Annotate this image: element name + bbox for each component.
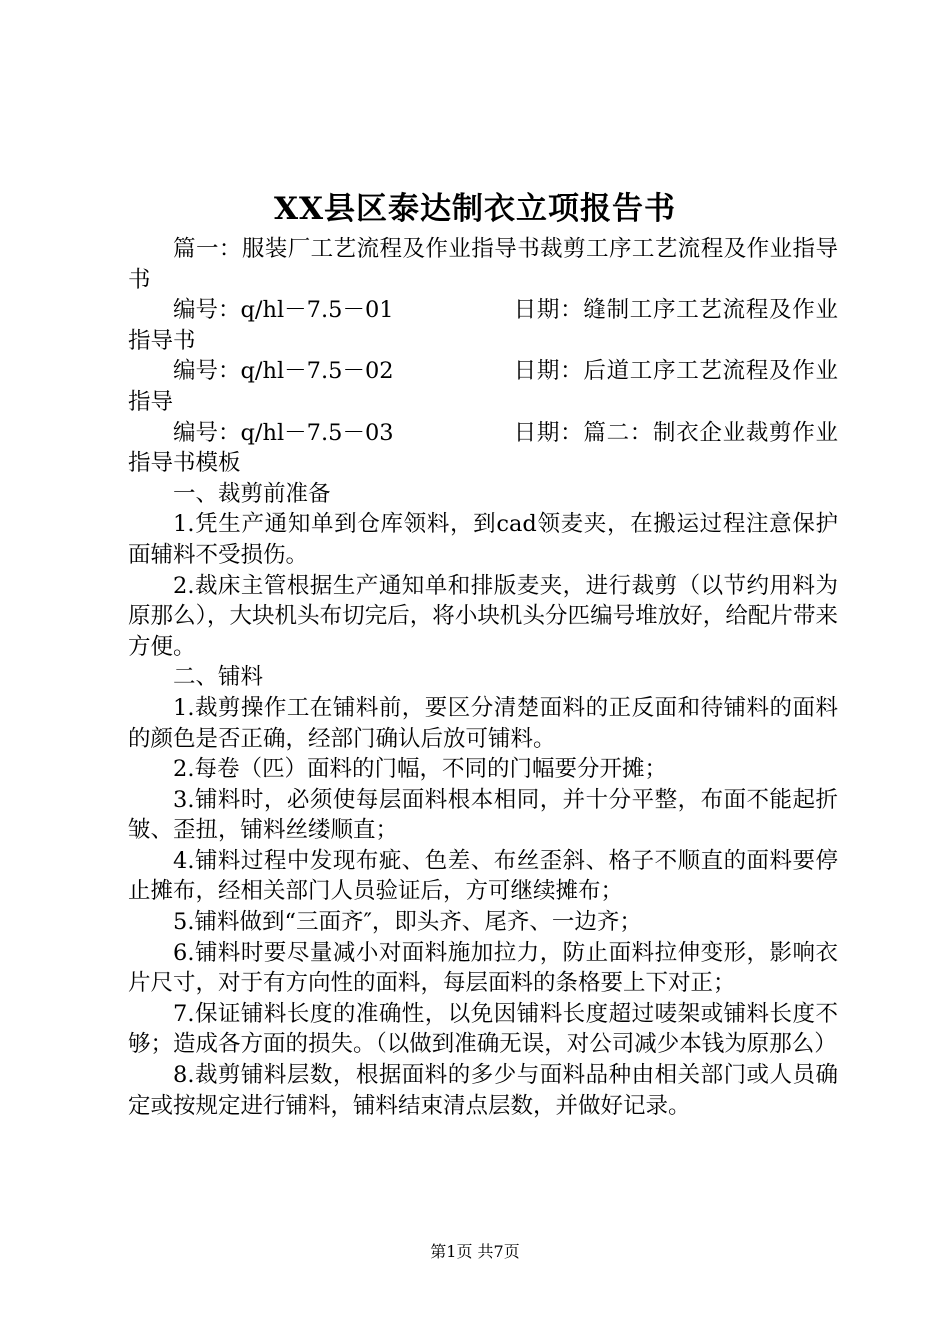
paragraph: 2.裁床主管根据生产通知单和排版麦夹，进行裁剪（以节约用料为原那么），大块机头布切完后，将小块机头分匹编号堆放好，给配片带来方便。 [128, 572, 838, 660]
paragraph: 4.铺料过程中发现布疵、色差、布丝歪斜、格子不顺直的面料要停止摊布，经相关部门人员验证后，方可继续摊布； [128, 847, 838, 905]
code-line [128, 295, 838, 356]
paragraph: 1.凭生产通知单到仓库领料，到cad领麦夹，在搬运过程注意保护面辅料不受损伤。 [128, 511, 838, 568]
paragraph: 6.铺料时要尽量减小对面料施加拉力，防止面料拉伸变形，影响衣片尺寸，对于有方向性的面料，每层面料的条格要上下对正； [128, 939, 838, 997]
code-line [128, 418, 838, 479]
code-date: 日期：篇二：制衣企业裁剪作业指导书模板 [128, 419, 838, 477]
paragraph: 5.铺料做到“三面齐″，即头齐、尾齐、一边齐； [173, 909, 642, 936]
document-body [128, 234, 838, 1121]
section-heading: 一、裁剪前准备 [173, 480, 331, 507]
document-title: XX县区泰达制衣立项报告书 [273, 191, 677, 227]
code-number: 编号：q/hl－7.5－02 [173, 358, 394, 385]
code-date: 日期：后道工序工艺流程及作业指导 [128, 358, 838, 415]
paragraph: 2.每卷（匹）面料的门幅，不同的门幅要分开摊； [173, 756, 667, 783]
code-number: 编号：q/hl－7.5－01 [173, 297, 394, 324]
paragraph: 3.铺料时，必须使每层面料根本相同，并十分平整，布面不能起折皱、歪扭，铺料丝缕顺直； [128, 786, 838, 844]
section-heading: 二、铺料 [173, 664, 264, 691]
code-line [128, 356, 838, 417]
page-footer: 第1页 共7页 [430, 1242, 520, 1261]
paragraph: 篇一：服装厂工艺流程及作业指导书裁剪工序工艺流程及作业指导书 [128, 236, 838, 293]
paragraph: 7.保证铺料长度的准确性，以免因铺料长度超过唛架或铺料长度不够；造成各方面的损失。（以做到准确无误，对公司减少本钱为原那么） [128, 1000, 838, 1058]
paragraph: 8.裁剪铺料层数，根据面料的多少与面料品种由相关部门或人员确定或按规定进行铺料，铺料结束清点层数，并做好记录。 [128, 1062, 838, 1119]
code-date: 日期：缝制工序工艺流程及作业指导书 [128, 297, 838, 354]
paragraph: 1.裁剪操作工在铺料前，要区分清楚面料的正反面和待铺料的面料的颜色是否正确，经部门确认后放可铺料。 [128, 694, 838, 752]
code-number: 编号：q/hl－7.5－03 [173, 419, 394, 446]
